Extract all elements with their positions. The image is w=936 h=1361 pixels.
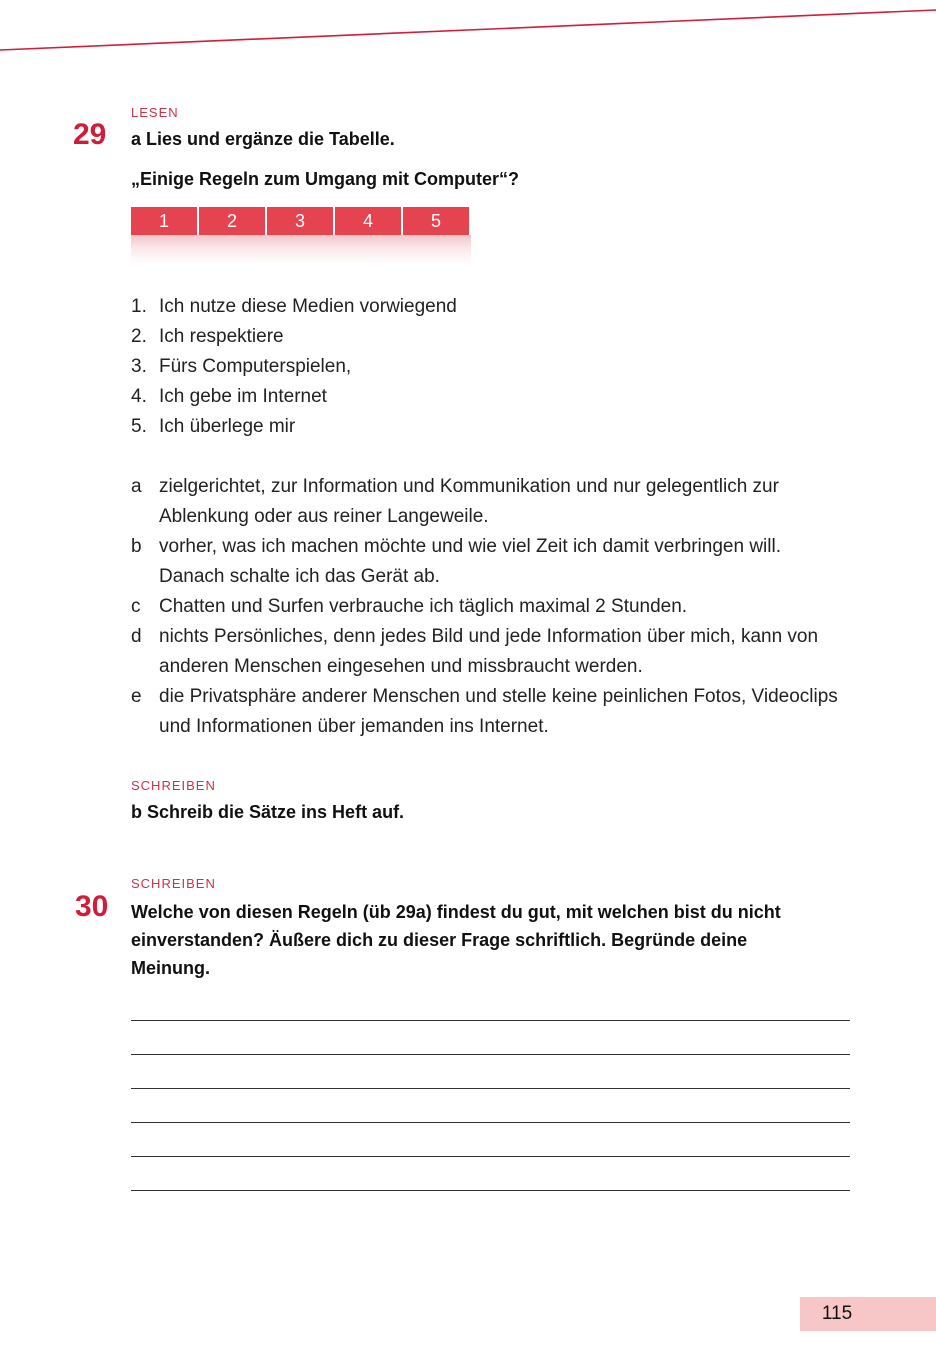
answer-table (131, 207, 471, 265)
top-red-rule (0, 0, 936, 60)
exercise-number-30: 30 (75, 890, 109, 923)
page-number-box (800, 1297, 936, 1331)
answer-cell-4[interactable]: 4 (335, 207, 401, 235)
item-number: 2. (131, 326, 147, 347)
answer-cell-5[interactable]: 5 (403, 207, 469, 235)
text-title: „Einige Regeln zum Umgang mit Computer“? (131, 169, 520, 189)
option-text: die Privatsphäre anderer Menschen und stelle keine peinlichen Fotos, Videoclips und Informationen über jemanden ins Internet. (159, 686, 838, 737)
writing-line[interactable] (131, 1156, 850, 1157)
option-letter: b (131, 536, 142, 557)
sentence-start-5 (131, 412, 295, 442)
writing-line[interactable] (131, 1088, 850, 1089)
sentence-ending-a (131, 472, 851, 532)
sentence-ending-b (131, 532, 851, 592)
item-number: 3. (131, 356, 147, 377)
sentence-start-2 (131, 322, 284, 352)
sentence-start-4 (131, 382, 327, 412)
writing-line[interactable] (131, 1020, 850, 1021)
item-number: 5. (131, 416, 147, 437)
answer-cell-3[interactable]: 3 (267, 207, 333, 235)
sentence-ending-e (131, 682, 851, 742)
item-number: 4. (131, 386, 147, 407)
option-letter: a (131, 476, 142, 497)
sentence-start-1 (131, 292, 457, 322)
answer-cell-1[interactable]: 1 (131, 207, 197, 235)
skill-tag-schreiben: SCHREIBEN (131, 876, 216, 891)
item-text: Ich gebe im Internet (159, 386, 327, 407)
item-number: 1. (131, 296, 147, 317)
skill-tag-schreiben: SCHREIBEN (131, 778, 216, 793)
option-text: Chatten und Surfen verbrauche ich täglich maximal 2 Stunden. (159, 596, 688, 617)
writing-line[interactable] (131, 1190, 850, 1191)
skill-tag-lesen: LESEN (131, 105, 179, 120)
option-letter: c (131, 596, 141, 617)
answer-cell-2[interactable]: 2 (199, 207, 265, 235)
writing-line[interactable] (131, 1122, 850, 1123)
exercise-number-29: 29 (73, 118, 107, 151)
exercise-29b-instruction: b Schreib die Sätze ins Heft auf. (131, 802, 405, 822)
exercise-30-instruction: Welche von diesen Regeln (üb 29a) findest du gut, mit welchen bist du nicht einverstanden? Äußere dich zu dieser Frage schriftlich. Begründe deine Meinung. (131, 902, 781, 978)
option-text: vorher, was ich machen möchte und wie viel Zeit ich damit verbringen will. Danach schalte ich das Gerät ab. (159, 536, 781, 587)
item-text: Fürs Computerspielen, (159, 356, 352, 377)
answer-row-blank[interactable] (131, 235, 471, 265)
sentence-ending-c (131, 592, 851, 622)
option-letter: d (131, 626, 142, 647)
sentence-ending-d (131, 622, 851, 682)
page-number: 115 (821, 1303, 853, 1324)
item-text: Ich respektiere (159, 326, 284, 347)
option-letter: e (131, 686, 142, 707)
sentence-start-3 (131, 352, 351, 382)
option-text: nichts Persönliches, denn jedes Bild und jede Information über mich, kann von anderen Menschen eingesehen und missbraucht werden. (159, 626, 819, 677)
item-text: Ich überlege mir (159, 416, 296, 437)
writing-line[interactable] (131, 1054, 850, 1055)
exercise-29a-instruction: a Lies und ergänze die Tabelle. (131, 129, 395, 149)
option-text: zielgerichtet, zur Information und Kommunikation und nur gelegentlich zur Ablenkung oder aus reiner Langeweile. (159, 476, 779, 527)
item-text: Ich nutze diese Medien vorwiegend (159, 296, 457, 317)
